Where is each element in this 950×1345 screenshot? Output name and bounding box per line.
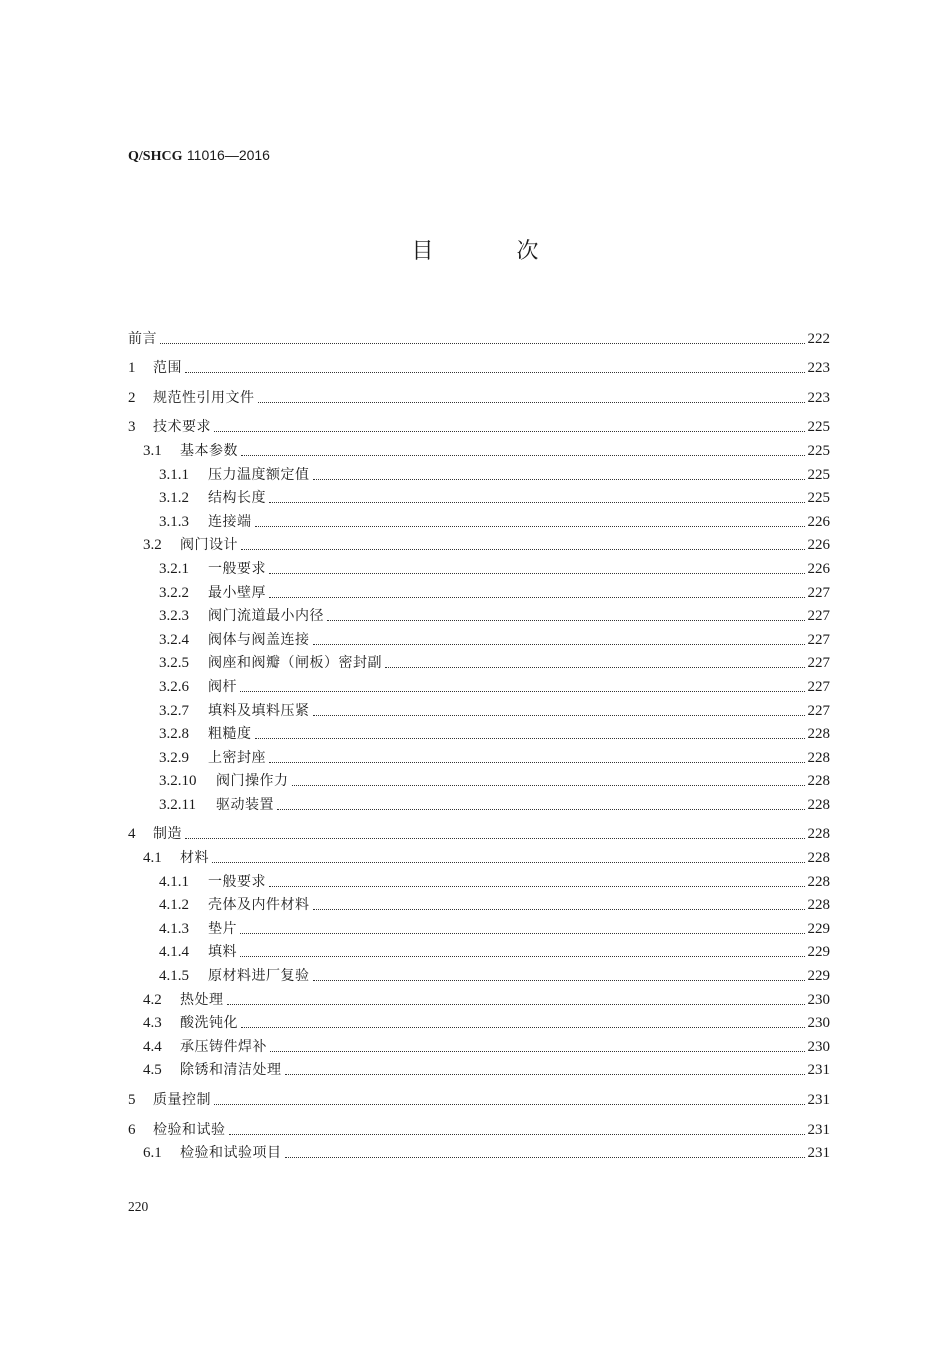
- toc-entry-title: 上密封座: [208, 749, 266, 766]
- toc-entry-page: 229: [807, 944, 830, 961]
- toc-entry-page: 229: [807, 920, 830, 937]
- toc-entry-number: 1: [128, 360, 136, 377]
- toc-entry-title: 质量控制: [153, 1092, 211, 1108]
- toc-entry-title: 原材料进厂复验: [208, 968, 310, 985]
- page-title: 目 次: [411, 239, 577, 264]
- toc-dot-leader: [285, 1074, 805, 1075]
- toc-entry[interactable]: [128, 938, 830, 962]
- toc-entry-page: 231: [807, 1121, 830, 1138]
- toc-entry-title: 阀门设计: [180, 537, 238, 554]
- toc-entry[interactable]: [128, 1109, 830, 1139]
- toc-entry-number: 4.1.2: [159, 897, 189, 914]
- toc-entry-page: 223: [807, 360, 830, 377]
- toc-entry-page: 227: [807, 584, 830, 601]
- toc-entry[interactable]: [128, 649, 830, 673]
- toc-entry[interactable]: [128, 1032, 830, 1056]
- toc-entry[interactable]: [128, 814, 830, 844]
- toc-entry[interactable]: [128, 460, 830, 484]
- toc-entry[interactable]: [128, 914, 830, 938]
- toc-dot-leader: [269, 762, 805, 763]
- toc-entry-title: 前言: [128, 330, 157, 347]
- toc-entry-page: 228: [807, 850, 830, 867]
- toc-entry-page: 230: [807, 1038, 830, 1055]
- toc-entry-number: 4.1.3: [159, 920, 189, 937]
- toc-entry-title: 除锈和清洁处理: [180, 1062, 282, 1079]
- toc-entry-title: 连接端: [208, 513, 252, 530]
- toc-dot-leader: [313, 909, 805, 910]
- document-code: [128, 147, 270, 165]
- toc-dot-leader: [313, 980, 805, 981]
- toc-entry[interactable]: [128, 696, 830, 720]
- toc-entry-number: 3.2.1: [159, 560, 189, 577]
- toc-entry[interactable]: [128, 554, 830, 578]
- toc-entry[interactable]: [128, 720, 830, 744]
- document-code-prefix: Q/SHCG: [128, 149, 183, 164]
- toc-dot-leader: [240, 933, 805, 934]
- toc-entry[interactable]: [128, 672, 830, 696]
- toc-entry-page: 225: [807, 490, 830, 507]
- toc-entry-number: 2: [128, 389, 136, 406]
- toc-entry-number: 3.2.10: [159, 773, 197, 790]
- toc-entry-page: 228: [807, 749, 830, 766]
- toc-entry-title: 最小壁厚: [208, 584, 266, 601]
- toc-entry[interactable]: [128, 985, 830, 1009]
- toc-entry-number: 3.2.7: [159, 702, 189, 719]
- toc-entry-number: 5: [128, 1092, 136, 1108]
- toc-entry[interactable]: [128, 743, 830, 767]
- toc-entry-page: 228: [807, 873, 830, 890]
- toc-entry-page: 228: [807, 796, 830, 813]
- toc-entry-title: 驱动装置: [216, 796, 274, 813]
- toc-entry[interactable]: [128, 625, 830, 649]
- toc-entry-number: 3.1: [143, 442, 162, 459]
- toc-entry-page: 231: [807, 1145, 830, 1162]
- toc-entry-title: 规范性引用文件: [153, 389, 255, 406]
- toc-entry-page: 227: [807, 608, 830, 625]
- toc-dot-leader: [240, 956, 805, 957]
- toc-entry-number: 3.2: [143, 537, 162, 554]
- toc-entry[interactable]: [128, 348, 830, 378]
- toc-entry-title: 粗糙度: [208, 726, 252, 743]
- toc-entry-number: 4.1.1: [159, 873, 189, 890]
- toc-entry-page: 230: [807, 1015, 830, 1032]
- toc-dot-leader: [229, 1134, 805, 1135]
- toc-entry-page: 227: [807, 655, 830, 672]
- toc-entry-title: 阀门流道最小内径: [208, 608, 324, 625]
- toc-entry-title: 检验和试验: [153, 1121, 226, 1138]
- toc-entry[interactable]: [128, 843, 830, 867]
- toc-entry-title: 承压铸件焊补: [180, 1038, 267, 1055]
- toc-dot-leader: [185, 372, 805, 373]
- document-code-number: 11016—2016: [186, 147, 270, 163]
- toc-entry-title: 检验和试验项目: [180, 1145, 282, 1162]
- toc-entry[interactable]: [128, 961, 830, 985]
- toc-entry-page: 227: [807, 678, 830, 695]
- toc-dot-leader: [313, 479, 805, 480]
- toc-entry-number: 4.5: [143, 1062, 162, 1079]
- toc-entry-title: 热处理: [180, 991, 224, 1008]
- toc-entry-page: 231: [807, 1092, 830, 1108]
- toc-entry-title: 范围: [153, 360, 182, 377]
- toc-entry-page: 223: [807, 389, 830, 406]
- toc-entry-title: 压力温度额定值: [208, 466, 310, 483]
- toc-dot-leader: [241, 455, 805, 456]
- toc-dot-leader: [385, 667, 805, 668]
- toc-dot-leader: [160, 343, 805, 344]
- toc-dot-leader: [241, 1027, 805, 1028]
- toc-dot-leader: [269, 886, 805, 887]
- toc-entry[interactable]: [128, 1079, 830, 1109]
- toc-entry[interactable]: [128, 436, 830, 460]
- toc-dot-leader: [227, 1004, 805, 1005]
- toc-entry-number: 3.1.3: [159, 513, 189, 530]
- toc-entry-page: 226: [807, 513, 830, 530]
- toc-entry[interactable]: [128, 790, 830, 814]
- toc-entry-number: 3.2.9: [159, 749, 189, 766]
- toc-entry-title: 结构长度: [208, 490, 266, 507]
- toc-entry[interactable]: [128, 867, 830, 891]
- page-number: 220: [128, 1199, 149, 1214]
- toc-entry-title: 壳体及内件材料: [208, 897, 310, 914]
- toc-entry-number: 3.2.2: [159, 584, 189, 601]
- toc-entry[interactable]: [128, 407, 830, 437]
- toc-entry-title: 阀座和阀瓣（闸板）密封副: [208, 655, 382, 672]
- toc-entry-title: 垫片: [208, 920, 237, 937]
- toc-entry-number: 3.1.1: [159, 466, 189, 483]
- toc-entry-page: 228: [807, 897, 830, 914]
- toc-entry[interactable]: [128, 1056, 830, 1080]
- toc-entry-number: 4.2: [143, 991, 162, 1008]
- toc-entry-number: 4: [128, 826, 136, 843]
- toc-entry-title: 填料及填料压紧: [208, 702, 310, 719]
- toc-entry-number: 3.2.5: [159, 655, 189, 672]
- toc-dot-leader: [214, 431, 805, 432]
- toc-entry-page: 225: [807, 419, 830, 436]
- toc-entry[interactable]: [128, 1139, 830, 1163]
- toc-dot-leader: [185, 838, 805, 839]
- toc-dot-leader: [258, 402, 805, 403]
- toc-entry-number: 4.4: [143, 1038, 162, 1055]
- toc-entry-page: 225: [807, 466, 830, 483]
- toc-dot-leader: [269, 502, 805, 503]
- toc-entry-title: 酸洗钝化: [180, 1015, 238, 1032]
- toc-entry-title: 材料: [180, 850, 209, 867]
- toc-dot-leader: [327, 620, 805, 621]
- toc-entry-number: 6: [128, 1121, 136, 1138]
- toc-entry-number: 3: [128, 419, 136, 436]
- toc-dot-leader: [313, 715, 805, 716]
- toc-entry-page: 228: [807, 773, 830, 790]
- toc-dot-leader: [240, 691, 805, 692]
- toc-entry-page: 228: [807, 726, 830, 743]
- toc-entry-title: 阀杆: [208, 678, 237, 695]
- toc-dot-leader: [214, 1104, 805, 1105]
- toc-entry[interactable]: [128, 578, 830, 602]
- toc-entry[interactable]: [128, 891, 830, 915]
- toc-entry-title: 阀体与阀盖连接: [208, 631, 310, 648]
- toc-entry-title: 一般要求: [208, 560, 266, 577]
- toc-entry[interactable]: [128, 484, 830, 508]
- toc-entry-page: 230: [807, 991, 830, 1008]
- toc-entry-number: 4.3: [143, 1015, 162, 1032]
- toc-entry-page: 222: [807, 330, 830, 347]
- toc-dot-leader: [255, 526, 805, 527]
- toc-entry[interactable]: [128, 602, 830, 626]
- toc-entry[interactable]: [128, 531, 830, 555]
- toc-dot-leader: [241, 549, 805, 550]
- toc-entry-number: 4.1: [143, 850, 162, 867]
- toc-entry-number: 6.1: [143, 1145, 162, 1162]
- toc-dot-leader: [255, 738, 805, 739]
- table-of-contents: [128, 318, 830, 1162]
- toc-entry-page: 225: [807, 442, 830, 459]
- toc-dot-leader: [270, 1051, 805, 1052]
- toc-dot-leader: [269, 573, 805, 574]
- toc-entry-page: 226: [807, 560, 830, 577]
- toc-entry-title: 填料: [208, 944, 237, 961]
- toc-entry-number: 4.1.5: [159, 968, 189, 985]
- toc-entry-page: 229: [807, 968, 830, 985]
- toc-entry-page: 227: [807, 631, 830, 648]
- toc-entry-title: 制造: [153, 826, 182, 843]
- toc-entry[interactable]: [128, 1009, 830, 1033]
- toc-dot-leader: [212, 862, 805, 863]
- toc-entry-title: 技术要求: [153, 419, 211, 436]
- toc-dot-leader: [292, 785, 805, 786]
- toc-entry-number: 3.2.11: [159, 796, 196, 813]
- toc-entry-number: 3.2.8: [159, 726, 189, 743]
- toc-entry-number: 3.2.4: [159, 631, 189, 648]
- toc-entry-title: 一般要求: [208, 873, 266, 890]
- toc-entry[interactable]: [128, 767, 830, 791]
- toc-entry-number: 3.2.3: [159, 608, 189, 625]
- toc-entry-page: 228: [807, 826, 830, 843]
- toc-entry[interactable]: [128, 377, 830, 407]
- toc-dot-leader: [277, 809, 805, 810]
- toc-entry-number: 3.1.2: [159, 490, 189, 507]
- toc-entry-page: 226: [807, 537, 830, 554]
- toc-entry[interactable]: [128, 507, 830, 531]
- toc-dot-leader: [313, 644, 805, 645]
- toc-entry-number: 4.1.4: [159, 944, 189, 961]
- toc-dot-leader: [269, 597, 805, 598]
- toc-entry-page: 231: [807, 1062, 830, 1079]
- toc-dot-leader: [285, 1157, 805, 1158]
- toc-entry-title: 阀门操作力: [216, 773, 289, 790]
- toc-entry-number: 3.2.6: [159, 678, 189, 695]
- toc-entry-title: 基本参数: [180, 442, 238, 459]
- toc-entry[interactable]: [128, 318, 830, 348]
- toc-entry-page: 227: [807, 702, 830, 719]
